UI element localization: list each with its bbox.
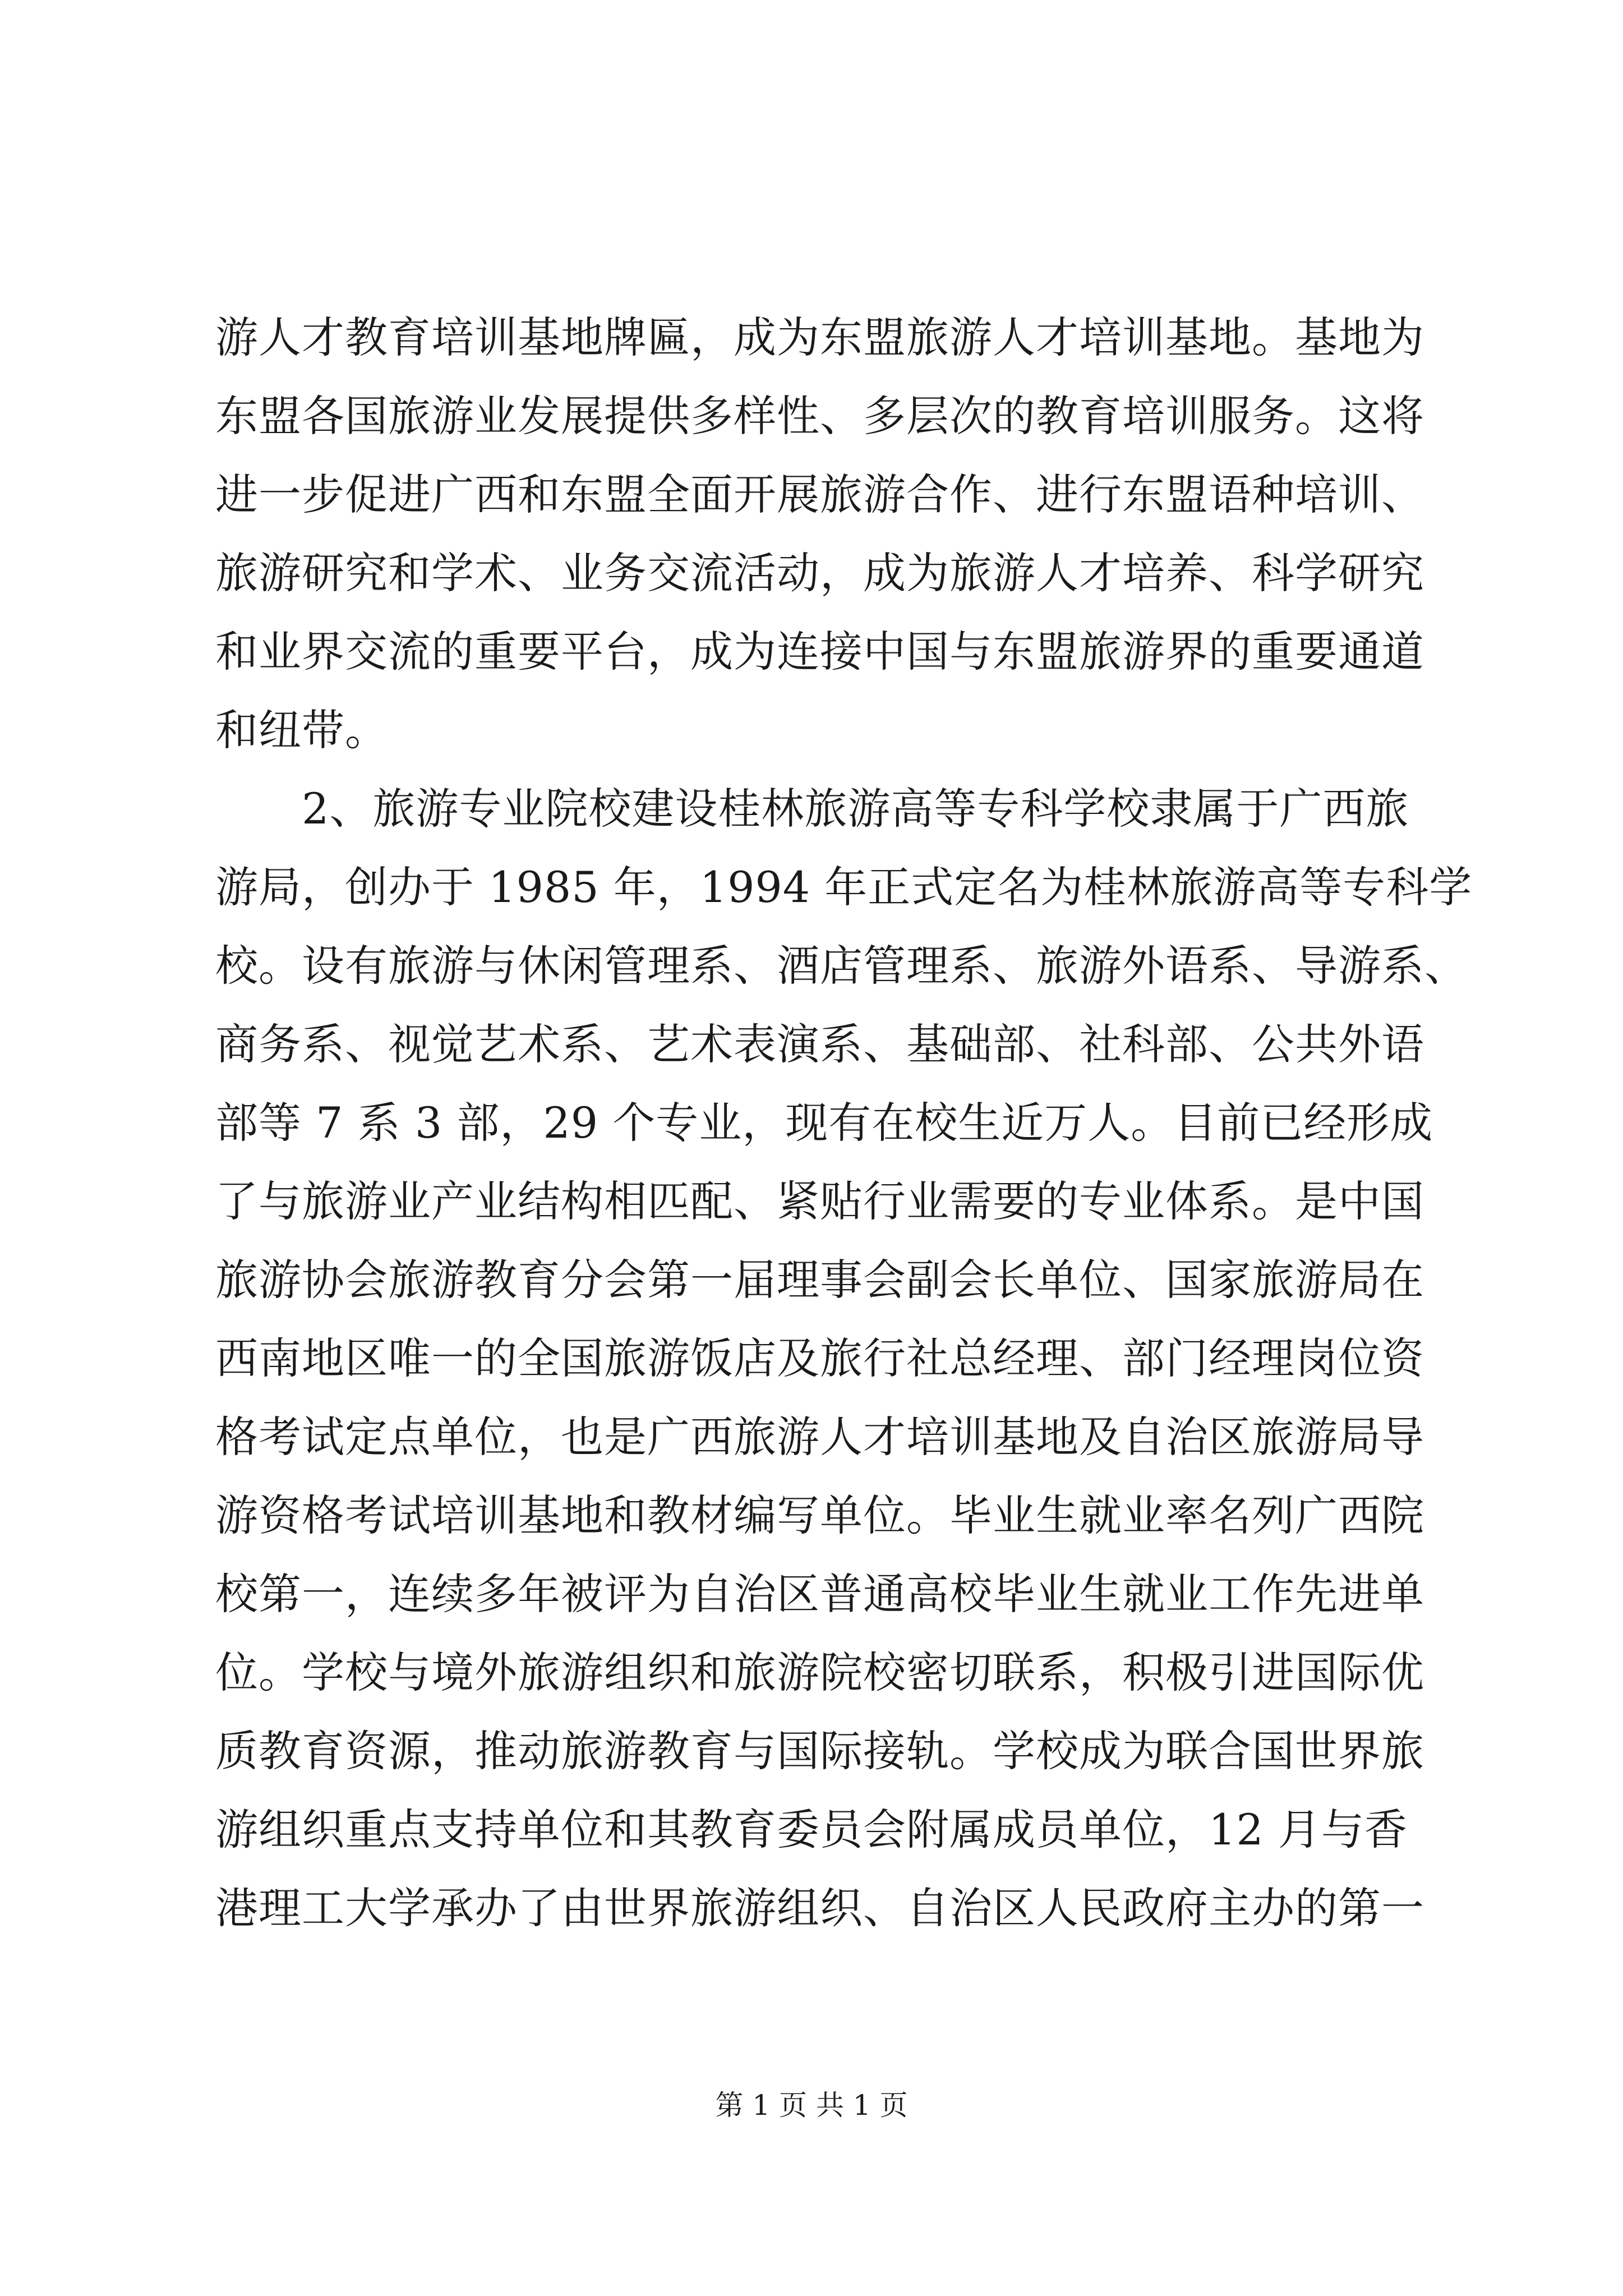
text-line: 部等 7 系 3 部，29 个专业，现有在校生近万人。目前已经形成 [215, 1098, 1433, 1148]
text-line: 位。学校与境外旅游组织和旅游院校密切联系，积极引进国际优 [215, 1648, 1424, 1697]
text-line: 2、旅游专业院校建设桂林旅游高等专科学校隶属于广西旅 [215, 784, 1409, 834]
text-line: 校。设有旅游与休闲管理系、酒店管理系、旅游外语系、导游系、 [215, 941, 1468, 991]
page-number-label: 第 1 页 共 1 页 [715, 2089, 908, 2122]
text-line: 旅游研究和学术、业务交流活动，成为旅游人才培养、科学研究 [215, 548, 1424, 598]
text-line: 东盟各国旅游业发展提供多样性、多层次的教育培训服务。这将 [215, 391, 1424, 441]
text-line: 进一步促进广西和东盟全面开展旅游合作、进行东盟语种培训、 [215, 470, 1424, 519]
text-line: 格考试定点单位，也是广西旅游人才培训基地及自治区旅游局导 [215, 1412, 1424, 1462]
body-text [215, 298, 1473, 1948]
text-line: 质教育资源，推动旅游教育与国际接轨。学校成为联合国世界旅 [215, 1726, 1424, 1776]
text-line: 游人才教育培训基地牌匾，成为东盟旅游人才培训基地。基地为 [215, 312, 1424, 362]
text-line: 游组织重点支持单位和其教育委员会附属成员单位，12 月与香 [215, 1805, 1408, 1855]
page-footer [0, 2086, 1623, 2125]
text-line: 西南地区唯一的全国旅游饭店及旅行社总经理、部门经理岗位资 [215, 1333, 1424, 1383]
text-line: 游资格考试培训基地和教材编写单位。毕业生就业率名列广西院 [215, 1490, 1424, 1540]
text-line: 校第一，连续多年被评为自治区普通高校毕业生就业工作先进单 [215, 1569, 1424, 1619]
text-line: 和纽带。 [215, 705, 388, 755]
text-line: 了与旅游业产业结构相匹配、紧贴行业需要的专业体系。是中国 [215, 1176, 1424, 1226]
text-line: 商务系、视觉艺术系、艺术表演系、基础部、社科部、公共外语 [215, 1019, 1424, 1069]
text-line: 港理工大学承办了由世界旅游组织、自治区人民政府主办的第一 [215, 1883, 1424, 1933]
text-line: 旅游协会旅游教育分会第一届理事会副会长单位、国家旅游局在 [215, 1255, 1424, 1305]
text-line: 和业界交流的重要平台，成为连接中国与东盟旅游界的重要通道 [215, 627, 1424, 677]
text-line: 游局，创办于 1985 年，1994 年正式定名为桂林旅游高等专科学 [215, 862, 1473, 912]
